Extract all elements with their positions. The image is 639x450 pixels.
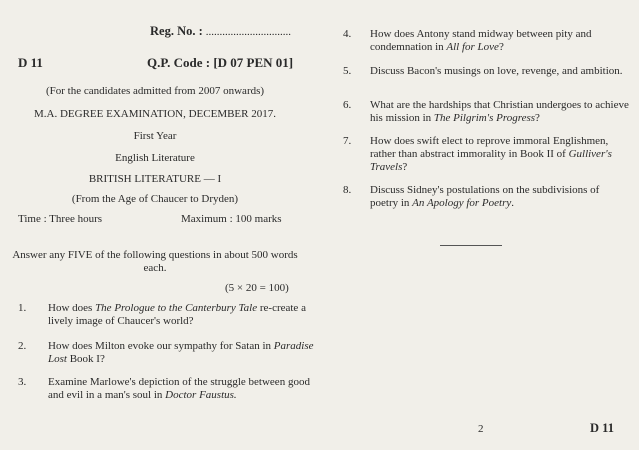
paper-code-top: D 11	[18, 55, 43, 70]
question-work-title: An Apology for Poetry	[412, 197, 512, 209]
question-text	[48, 302, 318, 328]
marks-formula: (5 × 20 = 100)	[225, 282, 289, 294]
question-text	[48, 340, 318, 366]
question-work-title: The Prologue to the Canterbury Tale	[95, 302, 258, 314]
question-number: 8.	[343, 184, 352, 196]
question-text-part: Book I?	[66, 353, 105, 365]
question-text	[370, 99, 630, 125]
paper-title: BRITISH LITERATURE — I	[88, 173, 222, 185]
question-text-part: How does swift elect to reprove immoral Englishmen, rather than abstract immorality in Book II of	[370, 135, 609, 160]
reg-no-text: Reg. No. :	[150, 24, 203, 38]
time-marks-row	[18, 213, 298, 225]
question-text	[370, 184, 630, 210]
question-text-part: .	[511, 197, 515, 209]
period-line: (From the Age of Chaucer to Dryden)	[71, 193, 239, 205]
question-text-part: re-create a lively image of Chaucer's world?	[48, 302, 306, 327]
paper-code-bottom: D 11	[590, 421, 614, 435]
question-text	[48, 376, 318, 402]
question-work-title: Gulliver's Travels	[370, 148, 612, 173]
question-work-title: Doctor Faustus.	[165, 389, 237, 401]
question-text	[370, 28, 630, 54]
time-label: Time : Three hours	[18, 213, 103, 225]
question-text-part: Discuss Sidney's postulations on the subdivisions of poetry in	[370, 184, 600, 209]
qp-code: Q.P. Code : [D 07 PEN 01]	[147, 55, 294, 70]
question-text-part: How does	[48, 302, 96, 314]
question-work-title: Paradise Lost	[48, 340, 314, 365]
question-number: 2.	[18, 340, 27, 352]
question-number: 6.	[343, 99, 352, 111]
reg-no-label	[150, 24, 291, 39]
question-number: 1.	[18, 302, 27, 314]
question-number: 3.	[18, 376, 27, 388]
question-text-part: Examine Marlowe's depiction of the struggle between good and evil in a man's soul in	[48, 376, 310, 401]
end-divider	[440, 245, 502, 246]
degree-title: M.A. DEGREE EXAMINATION, DECEMBER 2017.	[34, 108, 276, 120]
maximum-marks: Maximum : 100 marks	[181, 213, 282, 225]
question-text	[370, 135, 630, 174]
subject-line: English Literature	[115, 152, 195, 164]
question-text-part: Discuss Bacon's musings on love, revenge, and ambition.	[370, 65, 623, 77]
question-work-title: The Pilgrim's Progress	[433, 112, 536, 124]
question-work-title: All for Love	[446, 41, 499, 53]
question-text-part: ?	[498, 41, 504, 53]
candidates-note: (For the candidates admitted from 2007 onwards)	[45, 85, 265, 97]
question-text-part: What are the hardships that Christian undergoes to achieve his mission in	[370, 99, 629, 124]
reg-no-dots: ...............................	[205, 26, 292, 38]
question-text-part: ?	[535, 112, 540, 124]
question-text	[370, 65, 630, 78]
page-number: 2	[478, 423, 484, 435]
question-text-part: How does Milton evoke our sympathy for Satan in	[48, 340, 274, 352]
question-number: 5.	[343, 65, 352, 77]
instructions: Answer any FIVE of the following questions in about 500 words each.	[12, 249, 298, 274]
question-text-part: How does Antony stand midway between pity and condemnation in	[370, 28, 592, 53]
question-number: 7.	[343, 135, 352, 147]
question-text-part: ?	[402, 161, 408, 173]
year-line: First Year	[133, 130, 177, 142]
question-number: 4.	[343, 28, 352, 40]
